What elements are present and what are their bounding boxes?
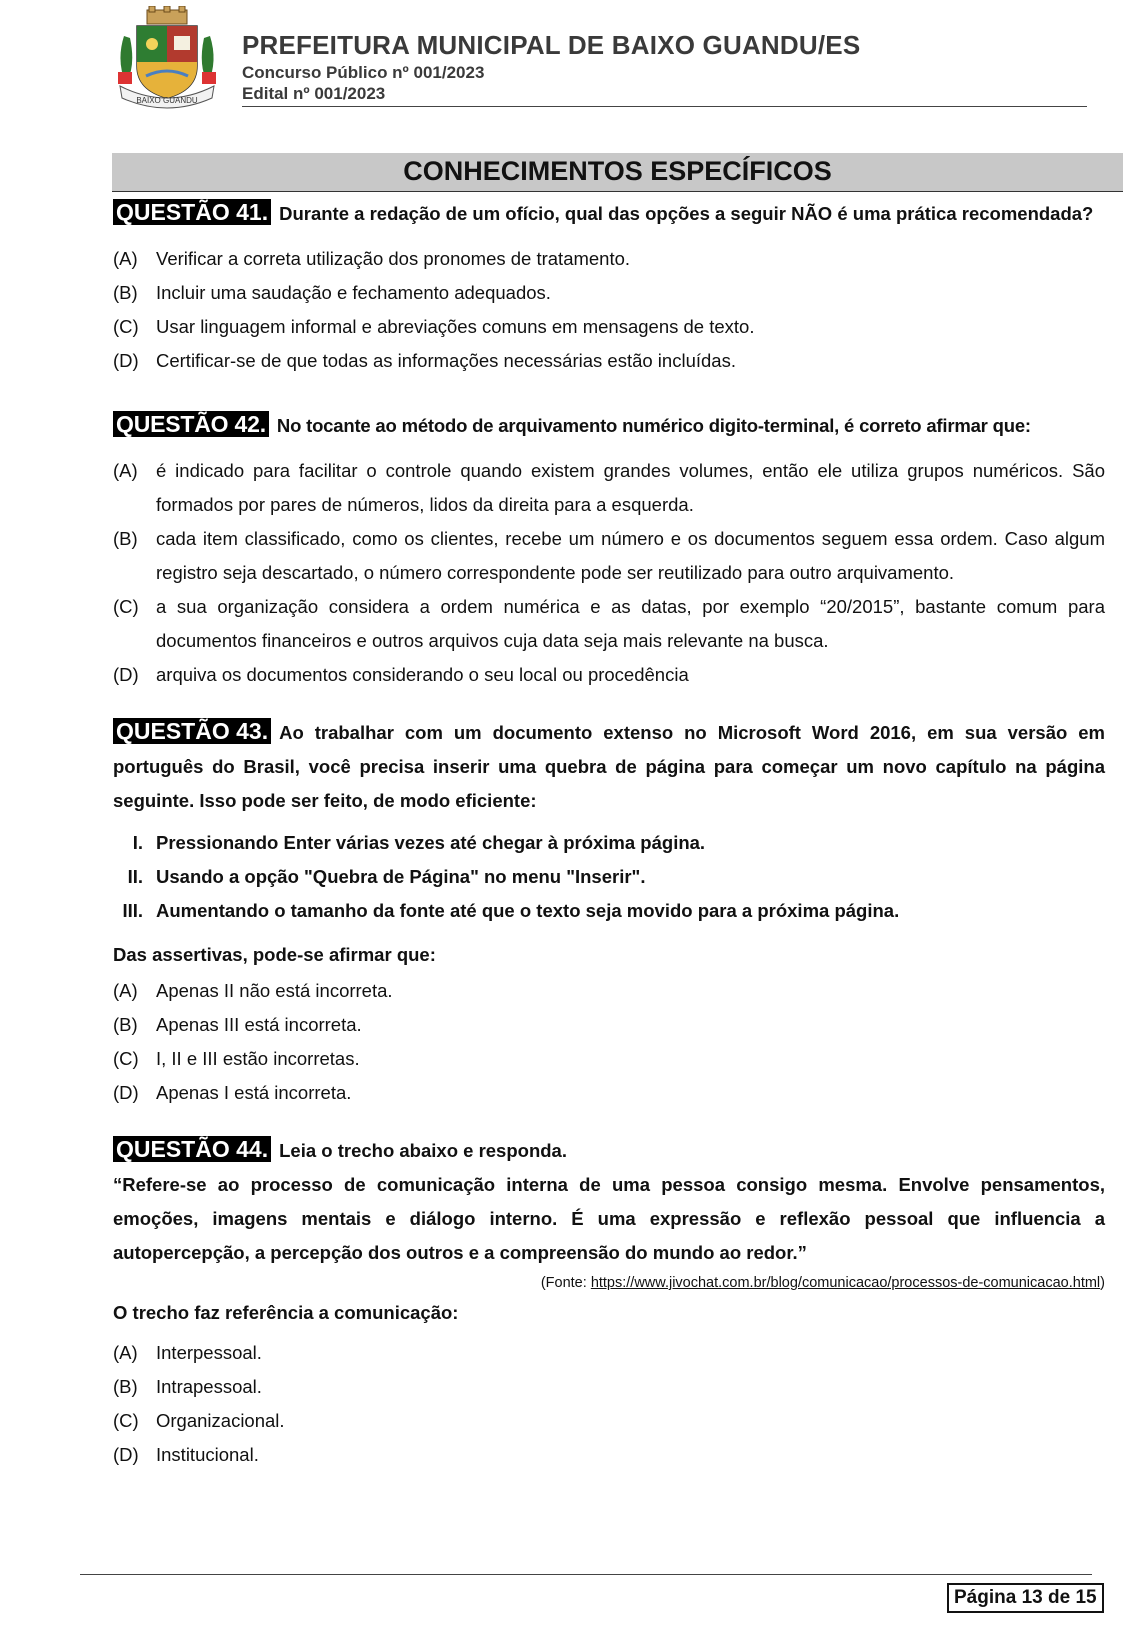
- statement-iii: [113, 894, 1105, 928]
- option-a: [113, 1336, 1105, 1370]
- option-text: Interpessoal.: [156, 1342, 262, 1363]
- question-text: No tocante ao método de arquivamento numérico digito-terminal, é correto afirmar que:: [276, 415, 1031, 436]
- option-letter: (A): [113, 1342, 138, 1363]
- option-letter: (D): [113, 1444, 139, 1465]
- municipality-title: PREFEITURA MUNICIPAL DE BAIXO GUANDU/ES: [242, 30, 861, 60]
- option-letter: (D): [113, 664, 139, 685]
- option-text: Incluir uma saudação e fechamento adequados.: [156, 282, 551, 303]
- option-letter: (B): [113, 282, 138, 303]
- option-d: [113, 1076, 1105, 1110]
- option-letter: (A): [113, 980, 138, 1001]
- logo-text: BAIXO GUANDU: [136, 96, 198, 105]
- question-text: Leia o trecho abaixo e responda.: [279, 1140, 567, 1161]
- option-a: [113, 974, 1105, 1008]
- source-link[interactable]: https://www.jivochat.com.br/blog/comunicacao/processos-de-comunicacao.html: [590, 1275, 1101, 1291]
- option-letter: (A): [113, 248, 138, 269]
- option-text: Verificar a correta utilização dos pronomes de tratamento.: [156, 248, 631, 269]
- statements-list: [113, 826, 1105, 928]
- option-letter: (B): [113, 528, 138, 549]
- question-lead: Das assertivas, pode-se afirmar que:: [113, 944, 436, 965]
- option-d: [113, 344, 1105, 378]
- option-text: Intrapessoal.: [156, 1376, 262, 1397]
- question-label: QUESTÃO 42.: [113, 411, 269, 437]
- quoted-excerpt: “Refere-se ao processo de comunicação interna de uma pessoa consigo mesma. Envolve pensamentos, emoções, imagens mentais e diálogo interno. É uma expressão e reflexão pessoal que influencia a autopercepção, a percepção dos outros e a compreensão do mundo ao redor.”: [113, 1174, 1105, 1263]
- option-c: [113, 1042, 1105, 1076]
- statement-number: II.: [127, 866, 143, 887]
- option-text: cada item classificado, como os clientes, recebe um número e os documentos seguem essa ordem. Caso algum registro seja descartado, o número correspondente pode ser reutilizado para outro arquivamento.: [156, 528, 1105, 583]
- edital-number: Edital nº 001/2023: [242, 84, 386, 103]
- option-b: [113, 1370, 1105, 1404]
- question-text: Durante a redação de um ofício, qual das opções a seguir NÃO é uma prática recomendada?: [279, 203, 1094, 224]
- options-list: [113, 454, 1105, 692]
- question-41: [113, 196, 1105, 378]
- statement-text: Aumentando o tamanho da fonte até que o texto seja movido para a próxima página.: [156, 900, 900, 921]
- statement-text: Pressionando Enter várias vezes até chegar à próxima página.: [156, 832, 706, 853]
- question-42: [113, 408, 1105, 692]
- option-letter: (C): [113, 596, 139, 617]
- section-title: CONHECIMENTOS ESPECÍFICOS: [403, 156, 832, 186]
- option-text: Organizacional.: [156, 1410, 285, 1431]
- option-letter: (D): [113, 1082, 139, 1103]
- source-suffix: ): [1100, 1275, 1105, 1291]
- option-letter: (A): [113, 460, 138, 481]
- option-text: Apenas II não está incorreta.: [156, 980, 393, 1001]
- statement-number: I.: [132, 832, 143, 853]
- contest-number: Concurso Público nº 001/2023: [242, 63, 485, 82]
- question-label: QUESTÃO 41.: [113, 199, 271, 225]
- statement-i: [113, 826, 1105, 860]
- option-letter: (D): [113, 350, 139, 371]
- option-b: [113, 1008, 1105, 1042]
- question-43: [113, 716, 1105, 1110]
- option-letter: (C): [113, 316, 139, 337]
- option-b: [113, 276, 1105, 310]
- option-b: [113, 522, 1105, 590]
- option-letter: (B): [113, 1014, 138, 1035]
- options-list: [113, 1336, 1105, 1472]
- option-c: [113, 310, 1105, 344]
- option-c: [113, 590, 1105, 658]
- question-label: QUESTÃO 43.: [113, 718, 271, 744]
- questions-content: [113, 196, 1105, 1472]
- statement-text: Usando a opção "Quebra de Página" no menu "Inserir".: [156, 866, 646, 887]
- page-number: Página 13 de 15: [947, 1583, 1104, 1613]
- option-c: [113, 1404, 1105, 1438]
- option-text: Certificar-se de que todas as informações necessárias estão incluídas.: [156, 350, 736, 371]
- option-text: Apenas III está incorreta.: [156, 1014, 362, 1035]
- options-list: [113, 974, 1105, 1110]
- source-prefix: (Fonte:: [540, 1275, 591, 1291]
- question-text: Ao trabalhar com um documento extenso no Microsoft Word 2016, em sua versão em português do Brasil, você precisa inserir uma quebra de página para começar um novo capítulo na página seguinte. Isso pode ser feito, de modo eficiente:: [113, 722, 1105, 811]
- question-lead: O trecho faz referência a comunicação:: [113, 1302, 459, 1323]
- option-text: arquiva os documentos considerando o seu local ou procedência: [156, 664, 689, 685]
- option-letter: (C): [113, 1410, 139, 1431]
- question-44: [113, 1134, 1105, 1472]
- header-divider: [242, 106, 1087, 107]
- option-text: I, II e III estão incorretas.: [156, 1048, 360, 1069]
- municipal-coat-of-arms-logo: [112, 6, 222, 110]
- option-letter: (B): [113, 1376, 138, 1397]
- option-text: Apenas I está incorreta.: [156, 1082, 352, 1103]
- option-text: Usar linguagem informal e abreviações comuns em mensagens de texto.: [156, 316, 755, 337]
- option-d: [113, 1438, 1105, 1472]
- page-header: [0, 0, 1123, 120]
- option-d: [113, 658, 1105, 692]
- statement-number: III.: [122, 900, 143, 921]
- section-banner: [112, 153, 1123, 192]
- option-a: [113, 242, 1105, 276]
- question-label: QUESTÃO 44.: [113, 1136, 271, 1162]
- footer-divider: [80, 1574, 1092, 1575]
- options-list: [113, 242, 1105, 378]
- option-text: Institucional.: [156, 1444, 259, 1465]
- option-letter: (C): [113, 1048, 139, 1069]
- option-a: [113, 454, 1105, 522]
- statement-ii: [113, 860, 1105, 894]
- option-text: é indicado para facilitar o controle quando existem grandes volumes, então ele utiliza grupos numéricos. São formados por pares de números, lidos da direita para a esquerda.: [156, 460, 1105, 515]
- option-text: a sua organização considera a ordem numérica e as datas, por exemplo “20/2015”, bastante comum para documentos financeiros e outros arquivos cuja data seja mais relevante na busca.: [156, 596, 1105, 651]
- source-citation: [113, 1272, 1105, 1294]
